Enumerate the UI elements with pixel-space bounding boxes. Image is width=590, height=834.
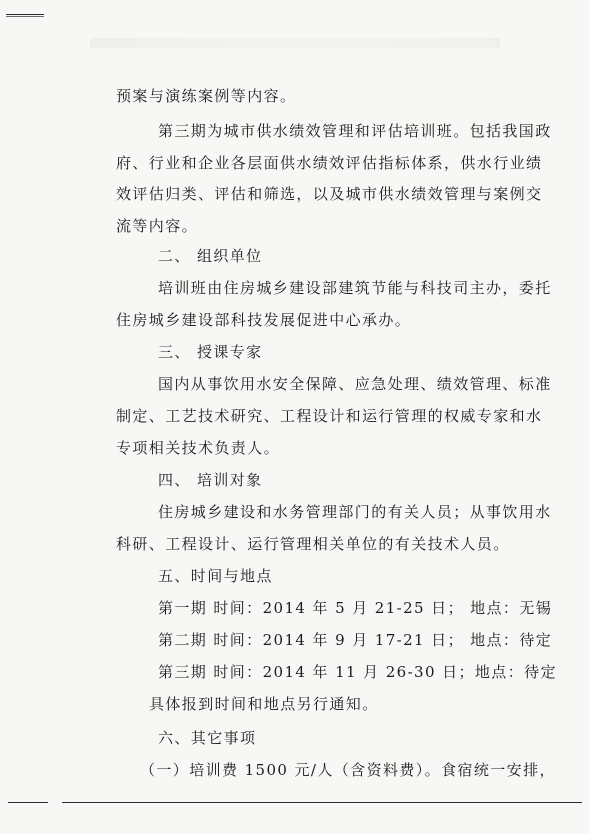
text-line: 具体报到时间和地点另行通知。 [149, 695, 379, 713]
top-left-rule [6, 14, 44, 15]
schedule-line: 第二期 时间：2014 年 9 月 17-21 日； 地点：待定 [158, 631, 553, 649]
section-heading: 四、 培训对象 [158, 471, 263, 489]
text-line: 住房城乡建设部科技发展促进中心承办。 [116, 311, 412, 329]
text-line: 预案与演练案例等内容。 [116, 87, 297, 105]
section-heading: 六、其它事项 [158, 729, 257, 747]
text-line: 培训班由住房城乡建设部建筑节能与科技司主办，委托 [158, 279, 552, 297]
text-line: 府、行业和企业各层面供水绩效评估指标体系，供水行业绩 [116, 154, 543, 172]
text-line: 住房城乡建设和水务管理部门的有关人员；从事饮用水 [158, 503, 552, 521]
text-line: （一）培训费 1500 元/人（含资料费）。食宿统一安排， [140, 761, 556, 779]
text-line: 效评估归类、评估和筛选，以及城市供水绩效管理与案例交 [116, 185, 543, 203]
bottom-rule [62, 802, 582, 803]
schedule-line: 第一期 时间：2014 年 5 月 21-25 日； 地点：无锡 [158, 599, 553, 617]
text-line: 国内从事饮用水安全保障、应急处理、绩效管理、标准 [158, 375, 552, 393]
section-heading: 三、 授课专家 [158, 343, 263, 361]
schedule-line: 第三期 时间：2014 年 11 月 26-30 日；地点：待定 [158, 663, 557, 681]
section-heading: 五、时间与地点 [158, 567, 273, 585]
text-line: 流等内容。 [116, 217, 199, 235]
text-line: 专项相关技术负责人。 [116, 439, 281, 457]
text-line: 第三期为城市供水绩效管理和评估培训班。包括我国政 [158, 122, 552, 140]
text-line: 制定、工艺技术研究、工程设计和运行管理的权威专家和水 [116, 407, 543, 425]
faint-header-bleed [90, 38, 500, 48]
text-line: 科研、工程设计、运行管理相关单位的有关技术人员。 [116, 535, 510, 553]
section-heading: 二、 组织单位 [158, 247, 263, 265]
bottom-left-rule [8, 802, 48, 803]
top-left-rule-shadow [6, 16, 44, 17]
